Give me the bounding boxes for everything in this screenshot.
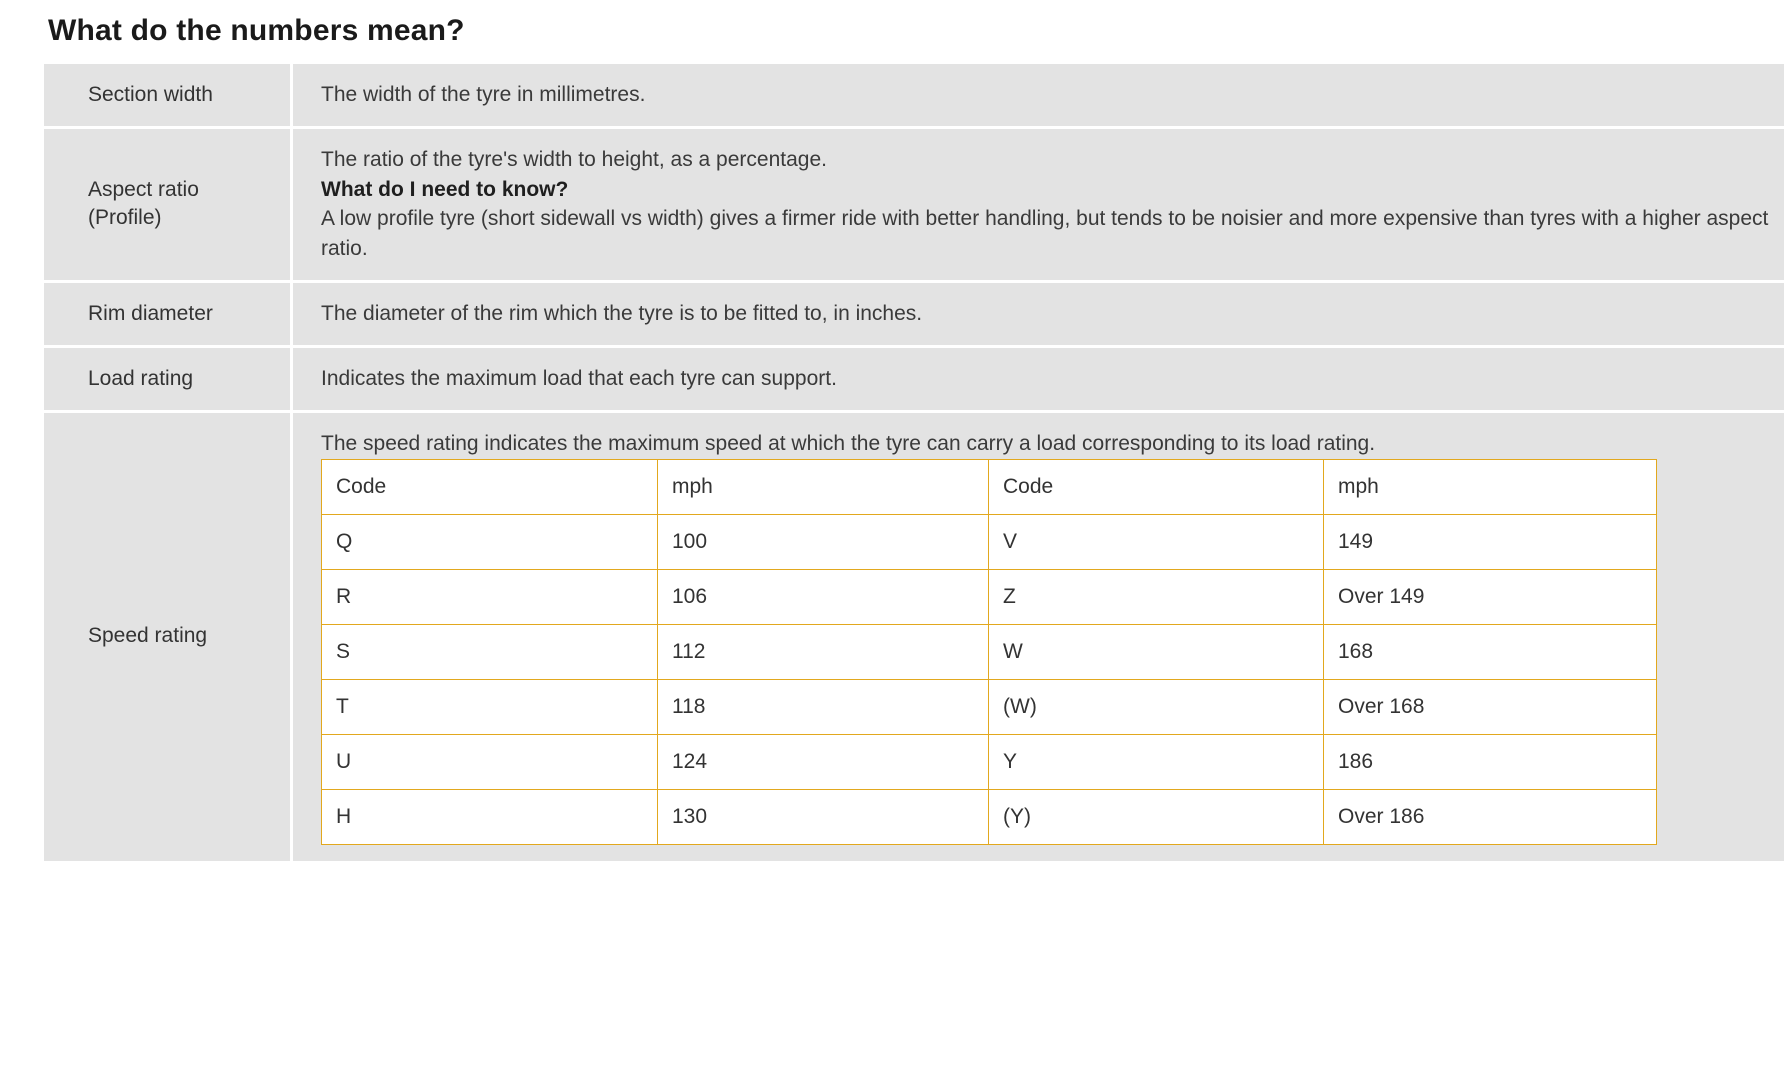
speed-cell-mph: 186 [1324,734,1657,789]
speed-cell-code: U [322,734,658,789]
definition-rim-diameter [293,283,1784,348]
definition-line: A low profile tyre (short sidewall vs width) gives a firmer ride with better handling, but tends to be noisier and more expensive than tyres with a higher aspect ratio. [321,207,1769,261]
speed-cell-mph: 100 [658,514,989,569]
table-row [44,348,1784,413]
speed-table-row [322,569,1657,624]
definition-line: The diameter of the rim which the tyre is to be fitted to, in inches. [321,302,923,326]
definition-subheading: What do I need to know? [321,177,569,201]
definition-line: The ratio of the tyre's width to height, as a percentage. [321,147,827,171]
speed-cell-code: (Y) [989,789,1324,844]
speed-table-row [322,789,1657,844]
speed-header-code-2: Code [989,459,1324,514]
term-section-width: Section width [44,64,293,129]
speed-cell-mph: 118 [658,679,989,734]
speed-header-code-1: Code [322,459,658,514]
table-row [44,129,1784,283]
speed-rating-intro: The speed rating indicates the maximum speed at which the tyre can carry a load corresponding to its load rating. [321,431,1376,455]
speed-table-row [322,514,1657,569]
term-aspect-ratio-line1: Aspect ratio [88,178,199,202]
table-row [44,413,1784,861]
speed-cell-code: V [989,514,1324,569]
speed-cell-mph: 168 [1324,624,1657,679]
speed-cell-code: Q [322,514,658,569]
speed-cell-mph: Over 186 [1324,789,1657,844]
speed-cell-code: R [322,569,658,624]
definition-speed-rating [293,413,1784,861]
speed-cell-code: (W) [989,679,1324,734]
term-load-rating: Load rating [44,348,293,413]
table-row [44,64,1784,129]
definition-line: The width of the tyre in millimetres. [321,83,646,106]
definition-aspect-ratio [293,129,1784,283]
speed-cell-mph: 149 [1324,514,1657,569]
speed-header-mph-2: mph [1324,459,1657,514]
term-aspect-ratio [44,129,293,283]
speed-cell-mph: 112 [658,624,989,679]
definition-line: Indicates the maximum load that each tyre can support. [321,366,837,390]
term-aspect-ratio-line2: (Profile) [88,206,162,230]
speed-table-row [322,679,1657,734]
speed-cell-code: H [322,789,658,844]
speed-cell-code: W [989,624,1324,679]
speed-table-row [322,734,1657,789]
table-row [44,283,1784,348]
speed-cell-mph: Over 168 [1324,679,1657,734]
page-title: What do the numbers mean? [48,14,465,47]
speed-cell-code: S [322,624,658,679]
speed-cell-mph: 124 [658,734,989,789]
definition-section-width [293,64,1784,129]
speed-rating-table [321,459,1657,845]
term-rim-diameter: Rim diameter [44,283,293,348]
speed-cell-code: Y [989,734,1324,789]
speed-table-header-row [322,459,1657,514]
speed-header-mph-1: mph [658,459,989,514]
speed-cell-mph: Over 149 [1324,569,1657,624]
speed-table-row [322,624,1657,679]
glossary-table [44,64,1784,861]
definition-load-rating [293,348,1784,413]
term-speed-rating: Speed rating [44,413,293,861]
speed-cell-code: T [322,679,658,734]
speed-cell-mph: 130 [658,789,989,844]
speed-cell-mph: 106 [658,569,989,624]
speed-cell-code: Z [989,569,1324,624]
